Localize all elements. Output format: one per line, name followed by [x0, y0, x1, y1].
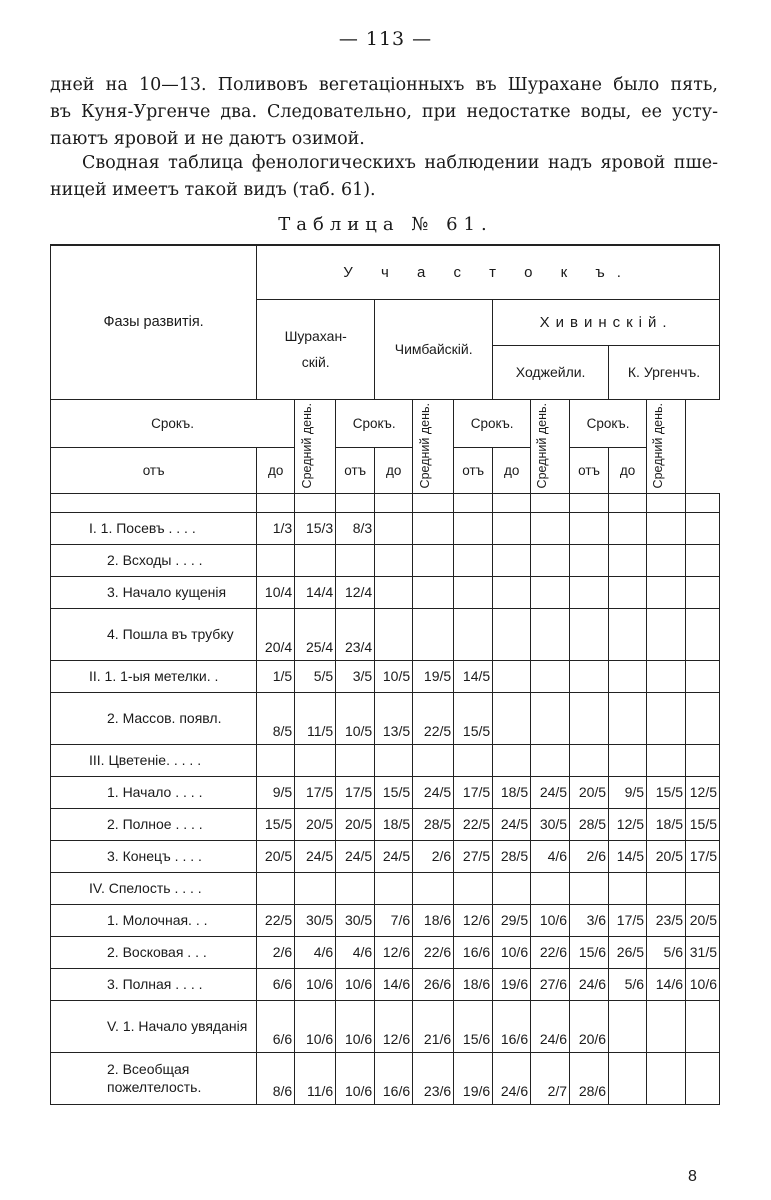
date-cell: [609, 1000, 647, 1052]
date-cell: 24/5: [336, 840, 375, 872]
date-cell: 15/5: [257, 808, 295, 840]
ot-header: отъ: [51, 447, 257, 493]
date-cell: 16/6: [493, 1000, 531, 1052]
date-cell: 4/6: [295, 936, 336, 968]
date-cell: [686, 1000, 720, 1052]
date-cell: 15/5: [686, 808, 720, 840]
phase-label: II. 1. 1-ыя метелки. .: [89, 668, 219, 684]
date-cell: [375, 608, 413, 660]
date-cell: [570, 872, 609, 904]
date-cell: [493, 544, 531, 576]
date-cell: 20/5: [570, 776, 609, 808]
sredniy-header: Средний день.: [295, 399, 336, 493]
date-cell: 25/4: [295, 608, 336, 660]
date-cell: 22/5: [454, 808, 493, 840]
srok-header: Срокъ.: [336, 399, 413, 447]
phase-cell: [51, 840, 257, 872]
date-cell: 6/6: [257, 968, 295, 1000]
phase-label: 3. Начало кущенія: [107, 584, 227, 600]
date-cell: [493, 512, 531, 544]
date-cell: [454, 512, 493, 544]
date-cell: [686, 744, 720, 776]
date-cell: 20/4: [257, 608, 295, 660]
date-cell: 15/6: [454, 1000, 493, 1052]
date-cell: 24/6: [570, 968, 609, 1000]
phase-cell: [51, 872, 257, 904]
date-cell: 15/3: [295, 512, 336, 544]
date-cell: 24/5: [295, 840, 336, 872]
phase-cell: [51, 936, 257, 968]
date-cell: 12/6: [375, 1000, 413, 1052]
phase-label: 2. Всходы . . . .: [107, 552, 203, 568]
date-cell: 17/5: [454, 776, 493, 808]
date-cell: [647, 692, 686, 744]
date-cell: 28/6: [570, 1052, 609, 1104]
date-cell: 8/5: [257, 692, 295, 744]
table-row: [51, 576, 720, 608]
date-cell: 5/6: [647, 936, 686, 968]
date-cell: 3/6: [570, 904, 609, 936]
phase-label: V. 1. Начало увяданія: [107, 1018, 248, 1034]
date-cell: [413, 544, 454, 576]
site-chimbay: Чимбайскій.: [375, 299, 493, 399]
date-cell: 23/5: [647, 904, 686, 936]
date-cell: 31/5: [686, 936, 720, 968]
date-cell: [686, 512, 720, 544]
date-cell: [413, 512, 454, 544]
date-cell: [609, 692, 647, 744]
date-cell: 23/4: [336, 608, 375, 660]
date-cell: [647, 1052, 686, 1104]
date-cell: [686, 1052, 720, 1104]
phase-cell: [51, 608, 257, 660]
date-cell: [531, 660, 570, 692]
paragraph-1: [50, 72, 718, 153]
date-cell: 2/6: [257, 936, 295, 968]
phenology-table: [50, 244, 720, 1105]
table-row: [51, 744, 720, 776]
date-cell: [570, 744, 609, 776]
date-cell: 20/5: [295, 808, 336, 840]
date-cell: 22/5: [257, 904, 295, 936]
date-cell: [454, 608, 493, 660]
do-header: до: [493, 447, 531, 493]
table-caption: Таблица № 61.: [278, 214, 493, 235]
date-cell: [686, 692, 720, 744]
date-cell: [647, 544, 686, 576]
srok-header: Срокъ.: [51, 399, 295, 447]
date-cell: 17/5: [295, 776, 336, 808]
phase-label: 2. Всеобщая пожелтелость.: [107, 1061, 202, 1095]
table-spacer-row: [51, 493, 720, 512]
date-cell: [647, 512, 686, 544]
table-row: [51, 840, 720, 872]
date-cell: 14/6: [647, 968, 686, 1000]
date-cell: [336, 872, 375, 904]
site-khodzheyli: Ходжейли.: [493, 345, 609, 399]
date-cell: 8/6: [257, 1052, 295, 1104]
date-cell: 30/5: [531, 808, 570, 840]
date-cell: 15/5: [375, 776, 413, 808]
date-cell: 18/5: [493, 776, 531, 808]
date-cell: 10/6: [336, 1000, 375, 1052]
table-row: [51, 776, 720, 808]
date-cell: 20/6: [570, 1000, 609, 1052]
date-cell: 19/6: [454, 1052, 493, 1104]
date-cell: 10/6: [493, 936, 531, 968]
date-cell: [686, 576, 720, 608]
date-cell: [609, 544, 647, 576]
paragraph-line: Сводная таблица фенологическихъ наблюдении надъ яровой пше-: [82, 153, 718, 173]
srok-header: Срокъ.: [570, 399, 647, 447]
phase-cell: [51, 1052, 257, 1104]
do-header: до: [257, 447, 295, 493]
date-cell: 10/6: [686, 968, 720, 1000]
date-cell: 17/5: [609, 904, 647, 936]
date-cell: [454, 744, 493, 776]
date-cell: 12/4: [336, 576, 375, 608]
date-cell: [686, 660, 720, 692]
date-cell: [493, 660, 531, 692]
date-cell: 20/5: [686, 904, 720, 936]
date-cell: [493, 744, 531, 776]
date-cell: [257, 544, 295, 576]
date-cell: 28/5: [493, 840, 531, 872]
date-cell: 19/5: [413, 660, 454, 692]
phase-cell: [51, 776, 257, 808]
date-cell: 14/5: [454, 660, 493, 692]
phase-cell: [51, 544, 257, 576]
date-cell: [609, 744, 647, 776]
date-cell: [454, 576, 493, 608]
date-cell: [493, 692, 531, 744]
date-cell: [375, 544, 413, 576]
phase-label: 2. Полное . . . .: [107, 816, 203, 832]
date-cell: 18/5: [375, 808, 413, 840]
date-cell: [570, 692, 609, 744]
date-cell: 12/6: [375, 936, 413, 968]
date-cell: 30/5: [336, 904, 375, 936]
table-row: [51, 808, 720, 840]
date-cell: [647, 744, 686, 776]
date-cell: 24/5: [413, 776, 454, 808]
date-cell: [531, 608, 570, 660]
date-cell: [531, 692, 570, 744]
paragraph-line: въ Куня-Ургенче два. Следовательно, при недостатке воды, ее усту-: [50, 102, 718, 122]
date-cell: 12/5: [686, 776, 720, 808]
date-cell: 17/5: [336, 776, 375, 808]
date-cell: [570, 576, 609, 608]
date-cell: [609, 576, 647, 608]
table-row: [51, 608, 720, 660]
date-cell: 28/5: [570, 808, 609, 840]
date-cell: 9/5: [609, 776, 647, 808]
date-cell: [647, 660, 686, 692]
date-cell: 21/6: [413, 1000, 454, 1052]
date-cell: 9/5: [257, 776, 295, 808]
date-cell: 20/5: [336, 808, 375, 840]
date-cell: 26/5: [609, 936, 647, 968]
date-cell: [531, 744, 570, 776]
date-cell: 28/5: [413, 808, 454, 840]
date-cell: 11/6: [295, 1052, 336, 1104]
ot-header: отъ: [336, 447, 375, 493]
do-header: до: [609, 447, 647, 493]
phase-column-header: Фазы развитія.: [51, 245, 257, 399]
date-cell: 20/5: [647, 840, 686, 872]
date-cell: 18/6: [454, 968, 493, 1000]
phase-cell: [51, 968, 257, 1000]
date-cell: [686, 608, 720, 660]
srok-header: Срокъ.: [454, 399, 531, 447]
site-khiva: Хивинскій.: [493, 299, 720, 345]
phase-label: 3. Полная . . . .: [107, 976, 203, 992]
date-cell: [493, 872, 531, 904]
table-row: [51, 660, 720, 692]
date-cell: [647, 1000, 686, 1052]
paragraph-line: дней на 10—13. Поливовъ вегетаціонныхъ въ Шурахане было пять,: [50, 75, 718, 95]
date-cell: [375, 576, 413, 608]
date-cell: 7/6: [375, 904, 413, 936]
date-cell: 4/6: [336, 936, 375, 968]
date-cell: [493, 608, 531, 660]
date-cell: 24/6: [493, 1052, 531, 1104]
date-cell: 10/6: [531, 904, 570, 936]
date-cell: 29/5: [493, 904, 531, 936]
phase-label: 1. Молочная. . .: [107, 912, 208, 928]
ot-header: отъ: [454, 447, 493, 493]
signature-mark: 8: [688, 1168, 697, 1185]
site-group-header: У ч а с т о к ъ.: [257, 245, 720, 299]
date-cell: 17/5: [686, 840, 720, 872]
date-cell: [257, 744, 295, 776]
date-cell: 12/6: [454, 904, 493, 936]
paragraph-2: [50, 150, 718, 204]
date-cell: 1/3: [257, 512, 295, 544]
date-cell: 4/6: [531, 840, 570, 872]
table-row: [51, 968, 720, 1000]
date-cell: 5/5: [295, 660, 336, 692]
phase-label: 2. Массов. появл.: [107, 710, 222, 726]
table-row: [51, 1052, 720, 1104]
date-cell: [609, 1052, 647, 1104]
date-cell: 10/6: [295, 1000, 336, 1052]
date-cell: [609, 872, 647, 904]
date-cell: 18/5: [647, 808, 686, 840]
date-cell: [531, 576, 570, 608]
date-cell: [570, 660, 609, 692]
site-shurakhan: Шурахан-скій.: [257, 299, 375, 399]
date-cell: 24/5: [493, 808, 531, 840]
date-cell: [531, 512, 570, 544]
date-cell: 14/4: [295, 576, 336, 608]
sredniy-header: Средний день.: [647, 399, 686, 493]
site-k-urgench: К. Ургенчъ.: [609, 345, 720, 399]
date-cell: [647, 576, 686, 608]
phase-cell: [51, 1000, 257, 1052]
date-cell: [531, 872, 570, 904]
date-cell: 16/6: [375, 1052, 413, 1104]
date-cell: 22/5: [413, 692, 454, 744]
paragraph-line: ницей имеетъ такой видъ (таб. 61).: [50, 180, 376, 200]
phase-cell: [51, 808, 257, 840]
date-cell: [609, 608, 647, 660]
date-cell: [570, 608, 609, 660]
phase-cell: [51, 904, 257, 936]
date-cell: 22/6: [413, 936, 454, 968]
date-cell: [336, 744, 375, 776]
date-cell: 23/6: [413, 1052, 454, 1104]
date-cell: 15/6: [570, 936, 609, 968]
date-cell: 10/5: [336, 692, 375, 744]
table-row: [51, 512, 720, 544]
date-cell: 10/6: [336, 968, 375, 1000]
page-number: — 113 —: [338, 28, 433, 50]
date-cell: 27/6: [531, 968, 570, 1000]
date-cell: [295, 544, 336, 576]
date-cell: 10/6: [295, 968, 336, 1000]
date-cell: 2/6: [570, 840, 609, 872]
date-cell: [257, 872, 295, 904]
table-body: [51, 493, 720, 1104]
date-cell: 3/5: [336, 660, 375, 692]
date-cell: 12/5: [609, 808, 647, 840]
date-cell: [647, 608, 686, 660]
date-cell: [531, 544, 570, 576]
date-cell: 13/5: [375, 692, 413, 744]
date-cell: [375, 744, 413, 776]
table-row: [51, 692, 720, 744]
date-cell: 6/6: [257, 1000, 295, 1052]
date-cell: 27/5: [454, 840, 493, 872]
date-cell: 24/6: [531, 1000, 570, 1052]
do-header: до: [375, 447, 413, 493]
phase-label: 3. Конецъ . . . .: [107, 848, 202, 864]
phase-cell: [51, 692, 257, 744]
table-row: [51, 936, 720, 968]
date-cell: [493, 576, 531, 608]
date-cell: [413, 872, 454, 904]
table-row: [51, 1000, 720, 1052]
phase-cell: [51, 744, 257, 776]
ot-header: отъ: [570, 447, 609, 493]
table-row: [51, 544, 720, 576]
sredniy-header: Средний день.: [413, 399, 454, 493]
date-cell: 1/5: [257, 660, 295, 692]
date-cell: 8/3: [336, 512, 375, 544]
date-cell: 16/6: [454, 936, 493, 968]
date-cell: 15/5: [647, 776, 686, 808]
date-cell: 2/6: [413, 840, 454, 872]
date-cell: [295, 744, 336, 776]
table-row: [51, 872, 720, 904]
sredniy-header: Средний день.: [531, 399, 570, 493]
date-cell: 10/5: [375, 660, 413, 692]
date-cell: [413, 744, 454, 776]
phase-cell: [51, 660, 257, 692]
date-cell: [295, 872, 336, 904]
date-cell: 10/4: [257, 576, 295, 608]
date-cell: 2/7: [531, 1052, 570, 1104]
date-cell: 26/6: [413, 968, 454, 1000]
phase-label: 4. Пошла въ трубку: [107, 626, 234, 642]
phase-label: 2. Восковая . . .: [107, 944, 207, 960]
date-cell: [647, 872, 686, 904]
date-cell: 10/6: [336, 1052, 375, 1104]
date-cell: [570, 544, 609, 576]
date-cell: [570, 512, 609, 544]
date-cell: [375, 512, 413, 544]
phase-label: I. 1. Посевъ . . . .: [89, 520, 196, 536]
date-cell: 5/6: [609, 968, 647, 1000]
date-cell: [454, 872, 493, 904]
date-cell: 22/6: [531, 936, 570, 968]
date-cell: 14/6: [375, 968, 413, 1000]
phase-label: III. Цветеніе. . . . .: [89, 752, 202, 768]
phase-cell: [51, 512, 257, 544]
paragraph-line: паютъ яровой и не даютъ озимой.: [50, 129, 365, 149]
date-cell: [686, 544, 720, 576]
date-cell: 24/5: [375, 840, 413, 872]
table-row: [51, 904, 720, 936]
phase-label: IV. Спелость . . . .: [89, 880, 202, 896]
date-cell: 11/5: [295, 692, 336, 744]
date-cell: [609, 512, 647, 544]
date-cell: [609, 660, 647, 692]
phase-cell: [51, 576, 257, 608]
date-cell: [336, 544, 375, 576]
date-cell: 15/5: [454, 692, 493, 744]
date-cell: [375, 872, 413, 904]
date-cell: 19/6: [493, 968, 531, 1000]
date-cell: [413, 576, 454, 608]
date-cell: [686, 872, 720, 904]
date-cell: 18/6: [413, 904, 454, 936]
phase-label: 1. Начало . . . .: [107, 784, 203, 800]
date-cell: 24/5: [531, 776, 570, 808]
date-cell: 20/5: [257, 840, 295, 872]
date-cell: 30/5: [295, 904, 336, 936]
date-cell: [413, 608, 454, 660]
date-cell: 14/5: [609, 840, 647, 872]
date-cell: [454, 544, 493, 576]
